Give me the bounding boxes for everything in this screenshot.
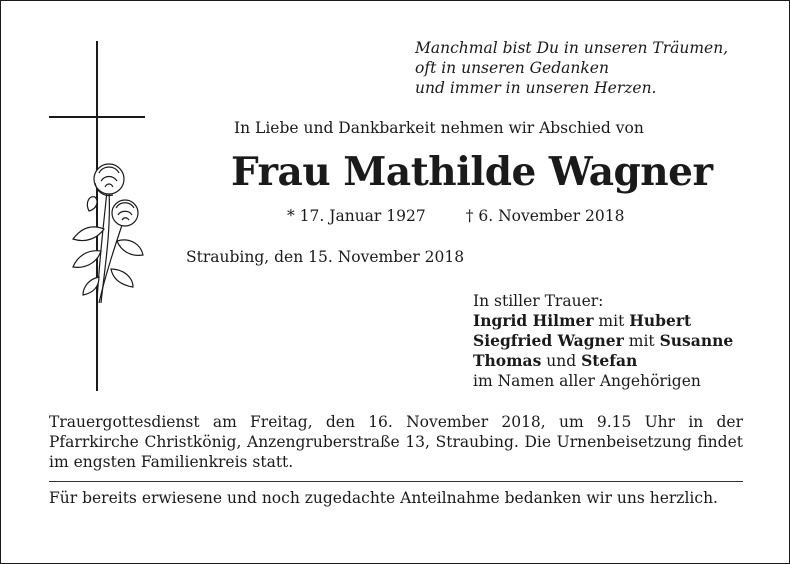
cross-icon [49, 41, 145, 391]
poem-line: und immer in unseren Herzen. [415, 79, 657, 97]
mourner-name: Ingrid Hilmer [473, 311, 594, 330]
place-and-date: Straubing, den 15. November 2018 [186, 248, 465, 266]
farewell-intro: In Liebe und Dankbarkeit nehmen wir Abschied von [234, 119, 644, 137]
deceased-name: Frau Mathilde Wagner [231, 149, 713, 195]
mourners-block [473, 291, 733, 391]
birth-date: * 17. Januar 1927 [287, 207, 426, 225]
life-dates [287, 207, 625, 225]
funeral-service-text: Trauergottesdienst am Freitag, den 16. November 2018, um 9.15 Uhr in der Pfarrkirche Christkönig, Anzengruberstraße 13, Straubing. Die Urnenbeisetzung findet im engsten Familienkreis statt. [49, 413, 743, 471]
mourner-name: Siegfried Wagner [473, 331, 624, 350]
roses-icon [73, 164, 143, 303]
mourner-name: Thomas [473, 351, 542, 370]
mourner-separator: mit [623, 332, 660, 350]
poem [415, 38, 728, 98]
mourner-name: Hubert [629, 311, 692, 330]
mourners-heading: In stiller Trauer: [473, 292, 604, 310]
divider [49, 481, 743, 482]
mourner-name: Stefan [581, 351, 638, 370]
thanks-text: Für bereits erwiesene und noch zugedachte Anteilnahme bedanken wir uns herzlich. [49, 489, 718, 507]
mourner-line [473, 351, 733, 371]
poem-line: oft in unseren Gedanken [415, 59, 609, 77]
mourner-line [473, 311, 733, 331]
mourner-separator: und [541, 352, 582, 370]
mourner-line [473, 331, 733, 351]
mourner-separator: mit [593, 312, 630, 330]
mourner-name: Susanne [659, 331, 734, 350]
death-date: † 6. November 2018 [465, 207, 625, 225]
mourners-closing: im Namen aller Angehörigen [473, 372, 701, 390]
poem-line: Manchmal bist Du in unseren Träumen, [415, 39, 729, 57]
